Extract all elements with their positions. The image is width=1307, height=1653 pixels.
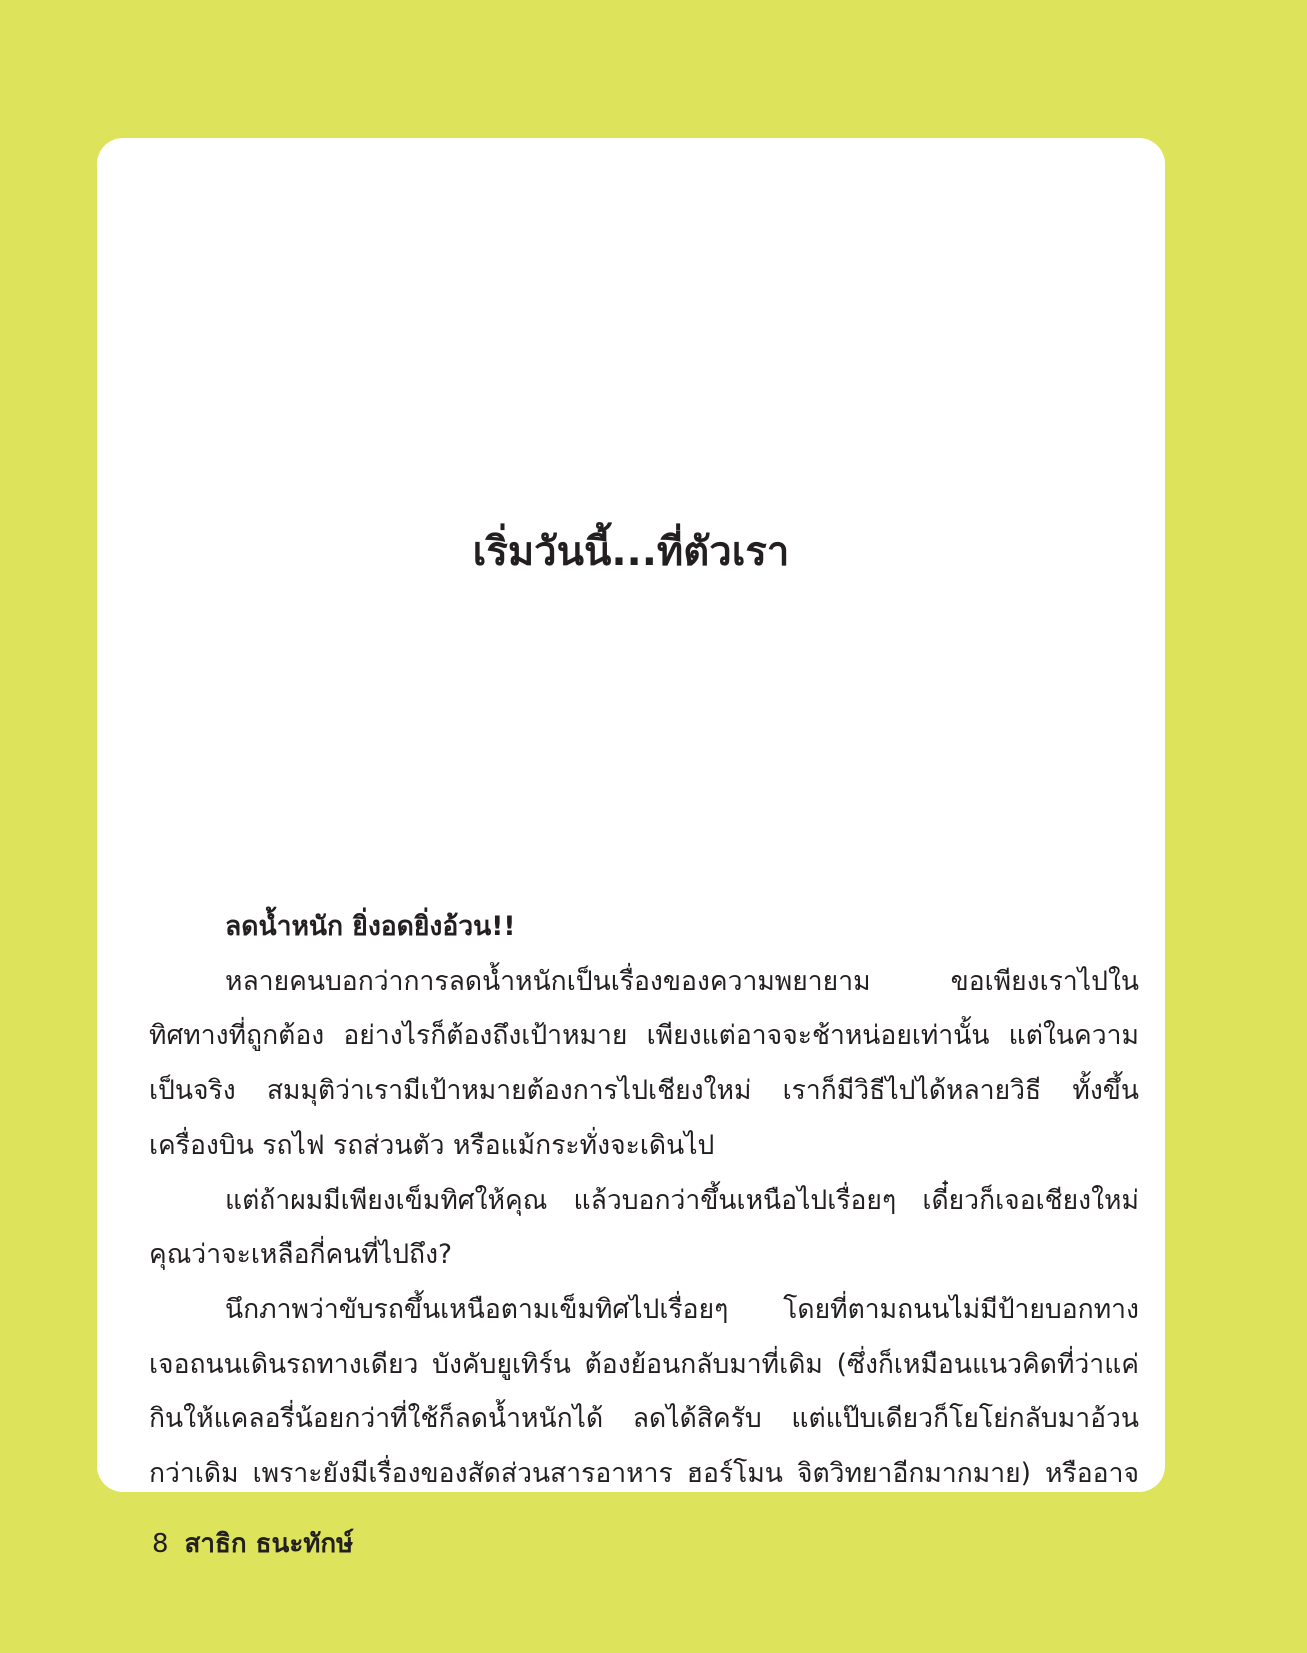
author-name: สาธิก ธนะทักษ์: [184, 1529, 354, 1559]
section-heading: ลดน้ำหนัก ยิ่งอดยิ่งอ้วน!!: [225, 911, 516, 942]
paragraph: นึกภาพว่าขับรถขึ้นเหนือตามเข็มทิศไปเรื่อยๆ โดยที่ตามถนนไม่มีป้ายบอกทาง เจอถนนเดินรถทางเดียว บังคับยูเทิร์น ต้องย้อนกลับมาที่เดิม (ซึ่งก็เหมือนแนวคิดที่ว่าแค่กินให้แคลอรี่น้อยกว่าที่ใช้ก็ลดน้ำหนักได้ ลดได้สิครับ แต่แป๊บเดียวก็โยโย่กลับมาอ้วนกว่าเดิม เพราะยังมีเรื่องของสัดส่วนสารอาหาร ฮอร์โมน จิตวิทยาอีกมากมาย) หรืออาจ: [149, 1293, 1139, 1490]
chapter-title: เริ่มวันนี้...ที่ตัวเรา: [472, 529, 790, 575]
paragraph: หลายคนบอกว่าการลดน้ำหนักเป็นเรื่องของความพยายาม ขอเพียงเราไปในทิศทางที่ถูกต้อง อย่างไรก็ต้องถึงเป้าหมาย เพียงแต่อาจจะช้าหน่อยเท่านั้น แต่ในความเป็นจริง สมมุติว่าเรามีเป้าหมายต้องการไปเชียงใหม่ เราก็มีวิธีไปได้หลายวิธี ทั้งขึ้นเครื่องบิน รถไฟ รถส่วนตัว หรือแม้กระทั่งจะเดินไป: [149, 965, 1139, 1161]
page-number: 8: [152, 1529, 169, 1559]
page-card: [97, 138, 1165, 1492]
paragraph: แต่ถ้าผมมีเพียงเข็มทิศให้คุณ แล้วบอกว่าขึ้นเหนือไปเรื่อยๆ เดี๋ยวก็เจอเชียงใหม่ คุณว่าจะเหลือกี่คนที่ไปถึง?: [149, 1184, 1139, 1271]
page-footer: [152, 1524, 353, 1564]
body-text: [149, 900, 1139, 1492]
